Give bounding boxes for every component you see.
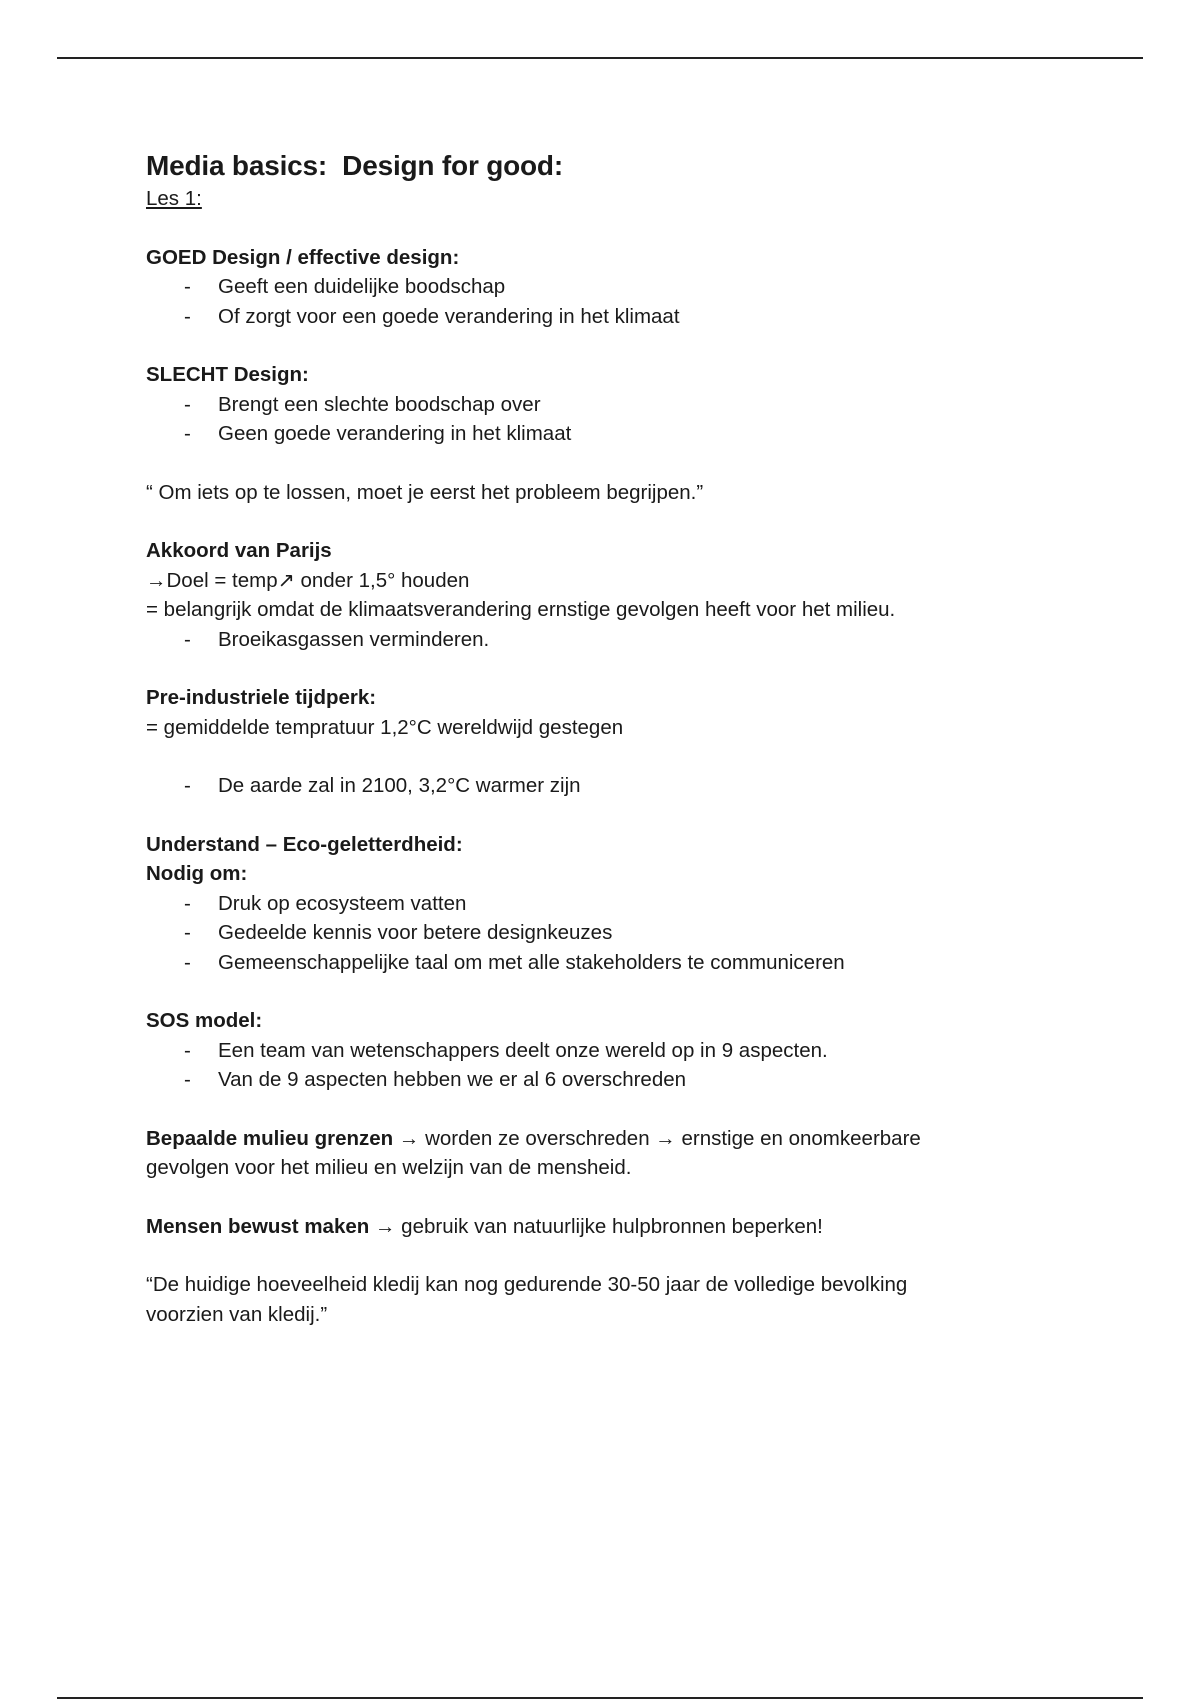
page-title: Media basics: Design for good: xyxy=(146,150,563,181)
section-bewust-maken xyxy=(146,1212,1026,1242)
list-item: - Brengt een slechte boodschap over xyxy=(146,390,1026,420)
quote-text: “De huidige hoeveelheid kledij kan nog gedurende 30-50 jaar de volledige bevolking xyxy=(146,1273,908,1296)
document-body xyxy=(146,148,1026,1329)
list-item: - Broeikasgassen verminderen. xyxy=(146,625,1026,655)
section-heading: Understand – Eco-geletterdheid: xyxy=(146,832,463,856)
section-subheading: Nodig om: xyxy=(146,862,248,885)
list-item: - Geen goede verandering in het klimaat xyxy=(146,419,1026,449)
bullet-list xyxy=(146,1036,1026,1095)
paragraph-line xyxy=(146,1124,1026,1154)
list-item: - Van de 9 aspecten hebben we er al 6 overschreden xyxy=(146,1065,1026,1095)
bullet-list xyxy=(146,625,1026,655)
section-heading: GOED Design / effective design: xyxy=(146,245,460,269)
section-pre-industrieel xyxy=(146,683,1026,801)
list-item: - De aarde zal in 2100, 3,2°C warmer zijn xyxy=(146,771,1026,801)
list-item: - Of zorgt voor een goede verandering in het klimaat xyxy=(146,302,1026,332)
paragraph-line: = belangrijk omdat de klimaatsverandering ernstige gevolgen heeft voor het milieu. xyxy=(146,598,896,621)
quote-text: “ Om iets op te lossen, moet je eerst het probleem begrijpen.” xyxy=(146,480,704,504)
paragraph-text: worden ze overschreden → ernstige en onomkeerbare xyxy=(419,1126,921,1150)
section-understand xyxy=(146,830,1026,978)
paragraph-line xyxy=(146,1212,1026,1242)
section-quote-kledij xyxy=(146,1270,1026,1329)
bullet-list xyxy=(146,889,1026,978)
header-rule xyxy=(57,57,1143,59)
section-slecht-design xyxy=(146,360,1026,449)
section-quote-probleem xyxy=(146,478,1026,508)
paragraph-text: gebruik van natuurlijke hulpbronnen beperken! xyxy=(395,1214,823,1238)
spacer xyxy=(146,742,1026,771)
list-item: - Gemeenschappelijke taal om met alle stakeholders te communiceren xyxy=(146,948,1026,978)
quote-text: voorzien van kledij.” xyxy=(146,1302,328,1326)
footer-rule xyxy=(57,1697,1143,1699)
paragraph-line: = gemiddelde tempratuur 1,2°C wereldwijd gestegen xyxy=(146,715,624,739)
list-item: - Gedeelde kennis voor betere designkeuzes xyxy=(146,918,1026,948)
section-heading: SLECHT Design: xyxy=(146,363,309,386)
bullet-list xyxy=(146,272,1026,331)
section-sos-model xyxy=(146,1006,1026,1095)
bullet-list xyxy=(146,390,1026,449)
section-heading: SOS model: xyxy=(146,1009,263,1032)
list-item: - Druk op ecosysteem vatten xyxy=(146,889,1026,919)
bold-phrase: Bepaalde mulieu grenzen → xyxy=(146,1126,420,1150)
paragraph-line: →Doel = temp↗ onder 1,5° houden xyxy=(146,568,470,592)
section-heading: Pre-industriele tijdperk: xyxy=(146,686,377,709)
section-milieu-grenzen xyxy=(146,1124,1026,1183)
list-item: - Geeft een duidelijke boodschap xyxy=(146,272,1026,302)
section-heading: Akkoord van Parijs xyxy=(146,539,332,562)
list-item: - Een team van wetenschappers deelt onze wereld op in 9 aspecten. xyxy=(146,1036,1026,1066)
lesson-label: Les 1: xyxy=(146,187,202,210)
paragraph-line: gevolgen voor het milieu en welzijn van de mensheid. xyxy=(146,1156,632,1179)
bold-phrase: Mensen bewust maken → xyxy=(146,1214,396,1238)
section-goed-design xyxy=(146,243,1026,332)
bullet-list xyxy=(146,771,1026,801)
section-akkoord-parijs xyxy=(146,536,1026,654)
